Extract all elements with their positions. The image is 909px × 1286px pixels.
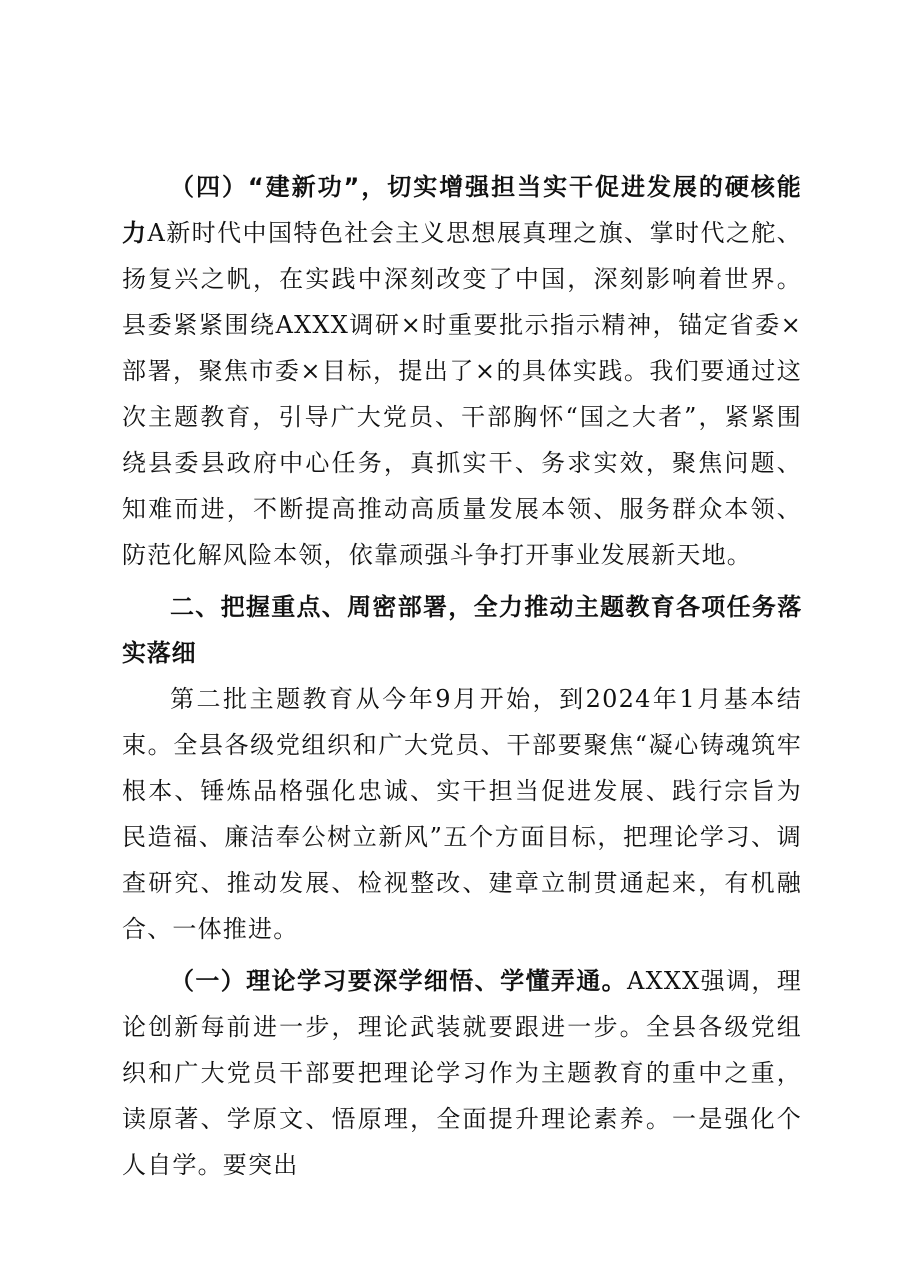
paragraph-build-new-merit — [122, 164, 802, 578]
subsection-heading-four: （四）“建新功”，切实增强担当实干促进发展的硬核能力 — [122, 173, 802, 247]
paragraph-theory-study — [122, 958, 802, 1188]
subsection-heading-one: （一）理论学习要深学细悟、学懂弄通。 — [170, 967, 628, 995]
document-body — [122, 164, 802, 1188]
paragraph-text: A新时代中国特色社会主义思想展真理之旗、掌时代之舵、扬复兴之帆，在实践中深刻改变了中国，深刻影响着世界。县委紧紧围绕AXXX调研×时重要批示指示精神，锚定省委×部署，聚焦市委×目标，提出了×的具体实践。我们要通过这次主题教育，引导广大党员、干部胸怀“国之大者”，紧紧围绕县委县政府中心任务，真抓实干、务求实效，聚焦问题、知难而进，不断提高推动高质量发展本领、服务群众本领、防范化解风险本领，依靠顽强斗争打开事业发展新天地。 — [122, 219, 803, 569]
section-heading-two: 二、把握重点、周密部署，全力推动主题教育各项任务落实落细 — [122, 593, 802, 667]
paragraph-second-batch: 第二批主题教育从今年9月开始，到2024年1月基本结束。全县各级党组织和广大党员、干部要聚焦“凝心铸魂筑牢根本、锤炼品格强化忠诚、实干担当促进发展、践行宗旨为民造福、廉洁奉公树立新风”五个方面目标，把理论学习、调查研究、推动发展、检视整改、建章立制贯通起来，有机融合、一体推进。 — [122, 685, 802, 943]
paragraph-text: AXXX强调，理论创新每前进一步，理论武装就要跟进一步。全县各级党组织和广大党员干部要把理论学习作为主题教育的重中之重，读原著、学原文、悟原理，全面提升理论素养。一是强化个人自学。要突出 — [122, 967, 802, 1179]
